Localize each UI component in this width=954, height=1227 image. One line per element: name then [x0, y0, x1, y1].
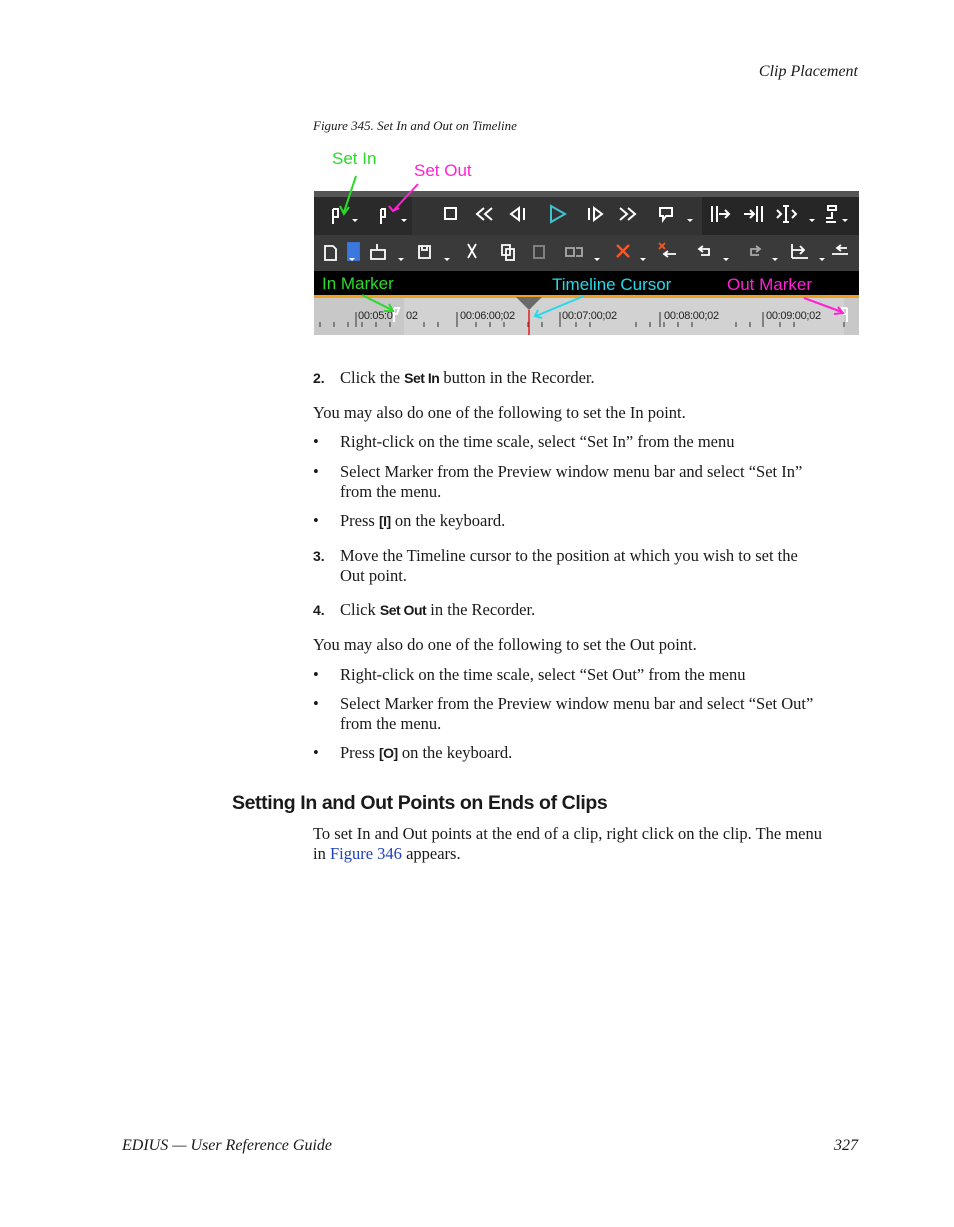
- list-item: Right-click on the time scale, select “Set In” from the menu: [340, 432, 735, 451]
- bullet: •: [313, 432, 319, 451]
- label-in-marker: In Marker: [322, 274, 394, 293]
- figure-caption: Figure 345. Set In and Out on Timeline: [313, 118, 517, 133]
- key-name: [I]: [378, 513, 391, 529]
- bullet: •: [313, 743, 319, 762]
- figure-346-link[interactable]: Figure 346: [329, 844, 402, 863]
- list-item: Select Marker from the Preview window menu bar and select “Set In” from the menu.: [340, 462, 803, 501]
- running-header: Clip Placement: [758, 63, 858, 80]
- command-name: Set In: [404, 370, 440, 386]
- label-set-out: Set Out: [414, 161, 472, 180]
- recorder-toolbar-row2: [314, 235, 859, 271]
- out-intro: You may also do one of the following to set the Out point.: [313, 635, 697, 654]
- timecode-4: 00:08:00;02: [664, 310, 719, 322]
- timecode-1: 00:05:0: [358, 310, 393, 322]
- list-item: Press [I] on the keyboard.: [340, 511, 506, 530]
- step-text: Click Set Out in the Recorder.: [340, 600, 536, 619]
- bullet: •: [313, 694, 319, 713]
- list-item: Press [O] on the keyboard.: [340, 743, 513, 762]
- label-set-in: Set In: [332, 149, 377, 168]
- step-text: Click the Set In button in the Recorder.: [340, 368, 595, 387]
- section-paragraph: To set In and Out points at the end of a clip, right click on the clip. The menu in Figure 346 appears.: [313, 824, 823, 863]
- label-timeline-cursor: Timeline Cursor: [552, 275, 672, 294]
- bullet: •: [313, 511, 319, 530]
- in-intro: You may also do one of the following to set the In point.: [313, 403, 686, 422]
- timeline-figure: [314, 140, 859, 335]
- list-item: Right-click on the time scale, select “Set Out” from the menu: [340, 665, 746, 684]
- label-out-marker: Out Marker: [727, 275, 813, 294]
- timecode-5: 00:09:00;02: [766, 310, 821, 322]
- page-number: 327: [834, 1137, 858, 1154]
- section-heading: Setting In and Out Points on Ends of Clips: [232, 792, 608, 814]
- bullet: •: [313, 462, 319, 481]
- timecode-2: 00:06:00;02: [460, 310, 515, 322]
- step-text: Move the Timeline cursor to the position at which you wish to set the Out point.: [340, 546, 798, 585]
- timecode-3: 00:07:00;02: [562, 310, 617, 322]
- step-number: 3.: [313, 548, 325, 564]
- bullet: •: [313, 665, 319, 684]
- step-number: 2.: [313, 370, 325, 386]
- list-item: Select Marker from the Preview window menu bar and select “Set Out” from the menu.: [340, 694, 814, 733]
- footer-title: EDIUS — User Reference Guide: [122, 1137, 333, 1154]
- key-name: [O]: [378, 745, 398, 761]
- timecode-1b: 02: [406, 310, 418, 322]
- command-name: Set Out: [379, 602, 427, 618]
- step-number: 4.: [313, 602, 325, 618]
